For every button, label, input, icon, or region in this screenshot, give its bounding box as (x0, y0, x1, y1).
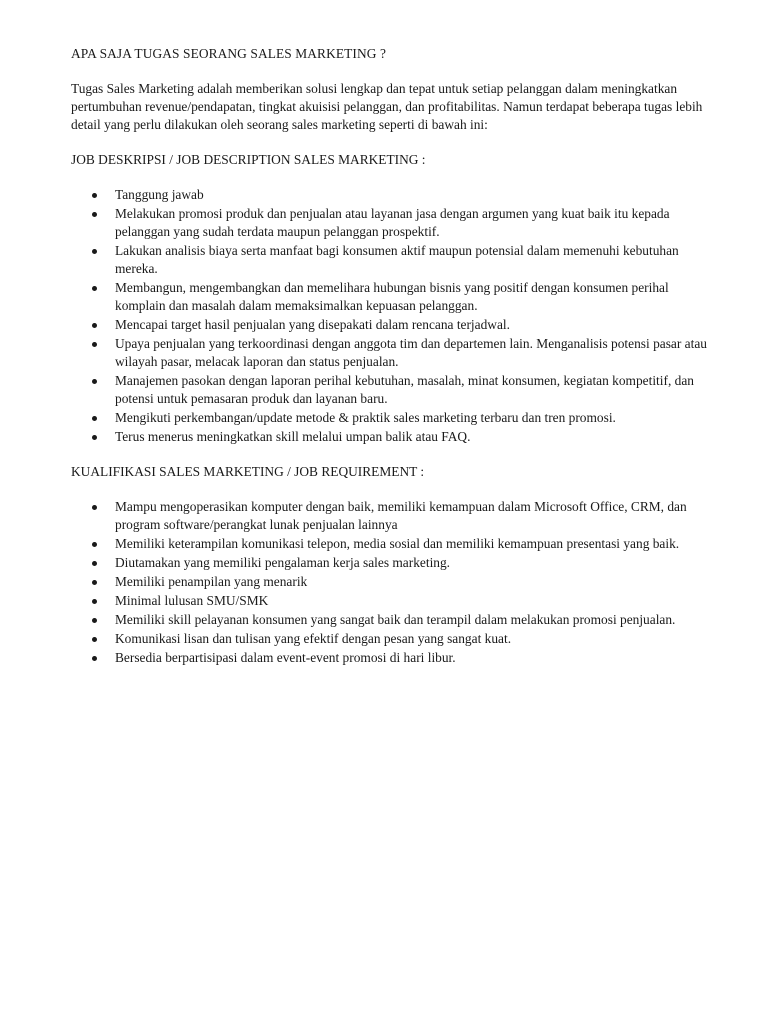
bullet-icon (92, 656, 97, 661)
list-item (71, 649, 711, 667)
list-item-text: Mencapai target hasil penjualan yang disepakati dalam rencana terjadwal. (115, 317, 510, 332)
list-item (71, 573, 711, 591)
list-item (71, 409, 711, 427)
list-item (71, 428, 711, 446)
list-item-text: Komunikasi lisan dan tulisan yang efektif dengan pesan yang sangat kuat. (115, 631, 512, 646)
intro-paragraph: Tugas Sales Marketing adalah memberikan solusi lengkap dan tepat untuk setiap pelanggan dalam meningkatkan pertumbuhan revenue/pendapatan, tingkat akuisisi pelanggan, dan profitabilitas. Namun terdapat beberapa tugas lebih detail yang perlu dilakukan oleh seorang sales marketing seperti di bawah ini: (71, 81, 703, 132)
bullet-icon (92, 618, 97, 623)
list-item-text: Terus menerus meningkatkan skill melalui umpan balik atau FAQ. (115, 429, 471, 444)
document-page (71, 45, 711, 668)
list-item-text: Tanggung jawab (115, 187, 204, 202)
list-item-text: Manajemen pasokan dengan laporan perihal kebutuhan, masalah, minat konsumen, kegiatan kompetitif, dan potensi untuk pemasaran produk dan layanan baru. (115, 373, 694, 406)
bullet-icon (92, 580, 97, 585)
bullet-icon (92, 542, 97, 547)
list-item (71, 554, 711, 572)
list-item-text: Memiliki penampilan yang menarik (115, 574, 308, 589)
list-item (71, 498, 711, 534)
list-item (71, 535, 711, 553)
bullet-icon (92, 637, 97, 642)
bullet-icon (92, 435, 97, 440)
bullet-icon (92, 323, 97, 328)
job-requirement-heading: KUALIFIKASI SALES MARKETING / JOB REQUIREMENT : (71, 464, 425, 479)
bullet-icon (92, 416, 97, 421)
bullet-icon (92, 286, 97, 291)
list-item-text: Membangun, mengembangkan dan memelihara hubungan bisnis yang positif dengan konsumen perihal komplain dan masalah dalam memaksimalkan kepuasan pelanggan. (115, 280, 669, 313)
list-item (71, 316, 711, 334)
list-item (71, 592, 711, 610)
bullet-icon (92, 505, 97, 510)
job-requirement-list (71, 498, 711, 667)
list-item (71, 611, 711, 629)
list-item-text: Melakukan promosi produk dan penjualan atau layanan jasa dengan argumen yang kuat baik itu kepada pelanggan yang sudah terdata maupun pelanggan prospektif. (115, 206, 670, 239)
document-title: APA SAJA TUGAS SEORANG SALES MARKETING ? (71, 46, 387, 61)
list-item-text: Upaya penjualan yang terkoordinasi dengan anggota tim dan departemen lain. Menganalisis potensi pasar atau wilayah pasar, melacak laporan dan status penjualan. (115, 336, 707, 369)
list-item-text: Lakukan analisis biaya serta manfaat bagi konsumen aktif maupun potensial dalam memenuhi kebutuhan mereka. (115, 243, 679, 276)
list-item (71, 372, 711, 408)
list-item (71, 186, 711, 204)
list-item (71, 630, 711, 648)
list-item-text: Mengikuti perkembangan/update metode & praktik sales marketing terbaru dan tren promosi. (115, 410, 616, 425)
bullet-icon (92, 379, 97, 384)
list-item-text: Memiliki keterampilan komunikasi telepon, media sosial dan memiliki kemampuan presentasi yang baik. (115, 536, 680, 551)
list-item-text: Mampu mengoperasikan komputer dengan baik, memiliki kemampuan dalam Microsoft Office, CRM, dan program software/perangkat lunak penjualan lainnya (115, 499, 687, 532)
job-description-heading: JOB DESKRIPSI / JOB DESCRIPTION SALES MARKETING : (71, 152, 426, 167)
bullet-icon (92, 599, 97, 604)
list-item (71, 279, 711, 315)
list-item-text: Bersedia berpartisipasi dalam event-event promosi di hari libur. (115, 650, 456, 665)
list-item (71, 242, 711, 278)
list-item-text: Memiliki skill pelayanan konsumen yang sangat baik dan terampil dalam melakukan promosi penjualan. (115, 612, 676, 627)
bullet-icon (92, 212, 97, 217)
list-item-text: Diutamakan yang memiliki pengalaman kerja sales marketing. (115, 555, 451, 570)
bullet-icon (92, 561, 97, 566)
bullet-icon (92, 342, 97, 347)
bullet-icon (92, 193, 97, 198)
list-item (71, 205, 711, 241)
list-item-text: Minimal lulusan SMU/SMK (115, 593, 269, 608)
bullet-icon (92, 249, 97, 254)
job-description-list (71, 186, 711, 446)
list-item (71, 335, 711, 371)
